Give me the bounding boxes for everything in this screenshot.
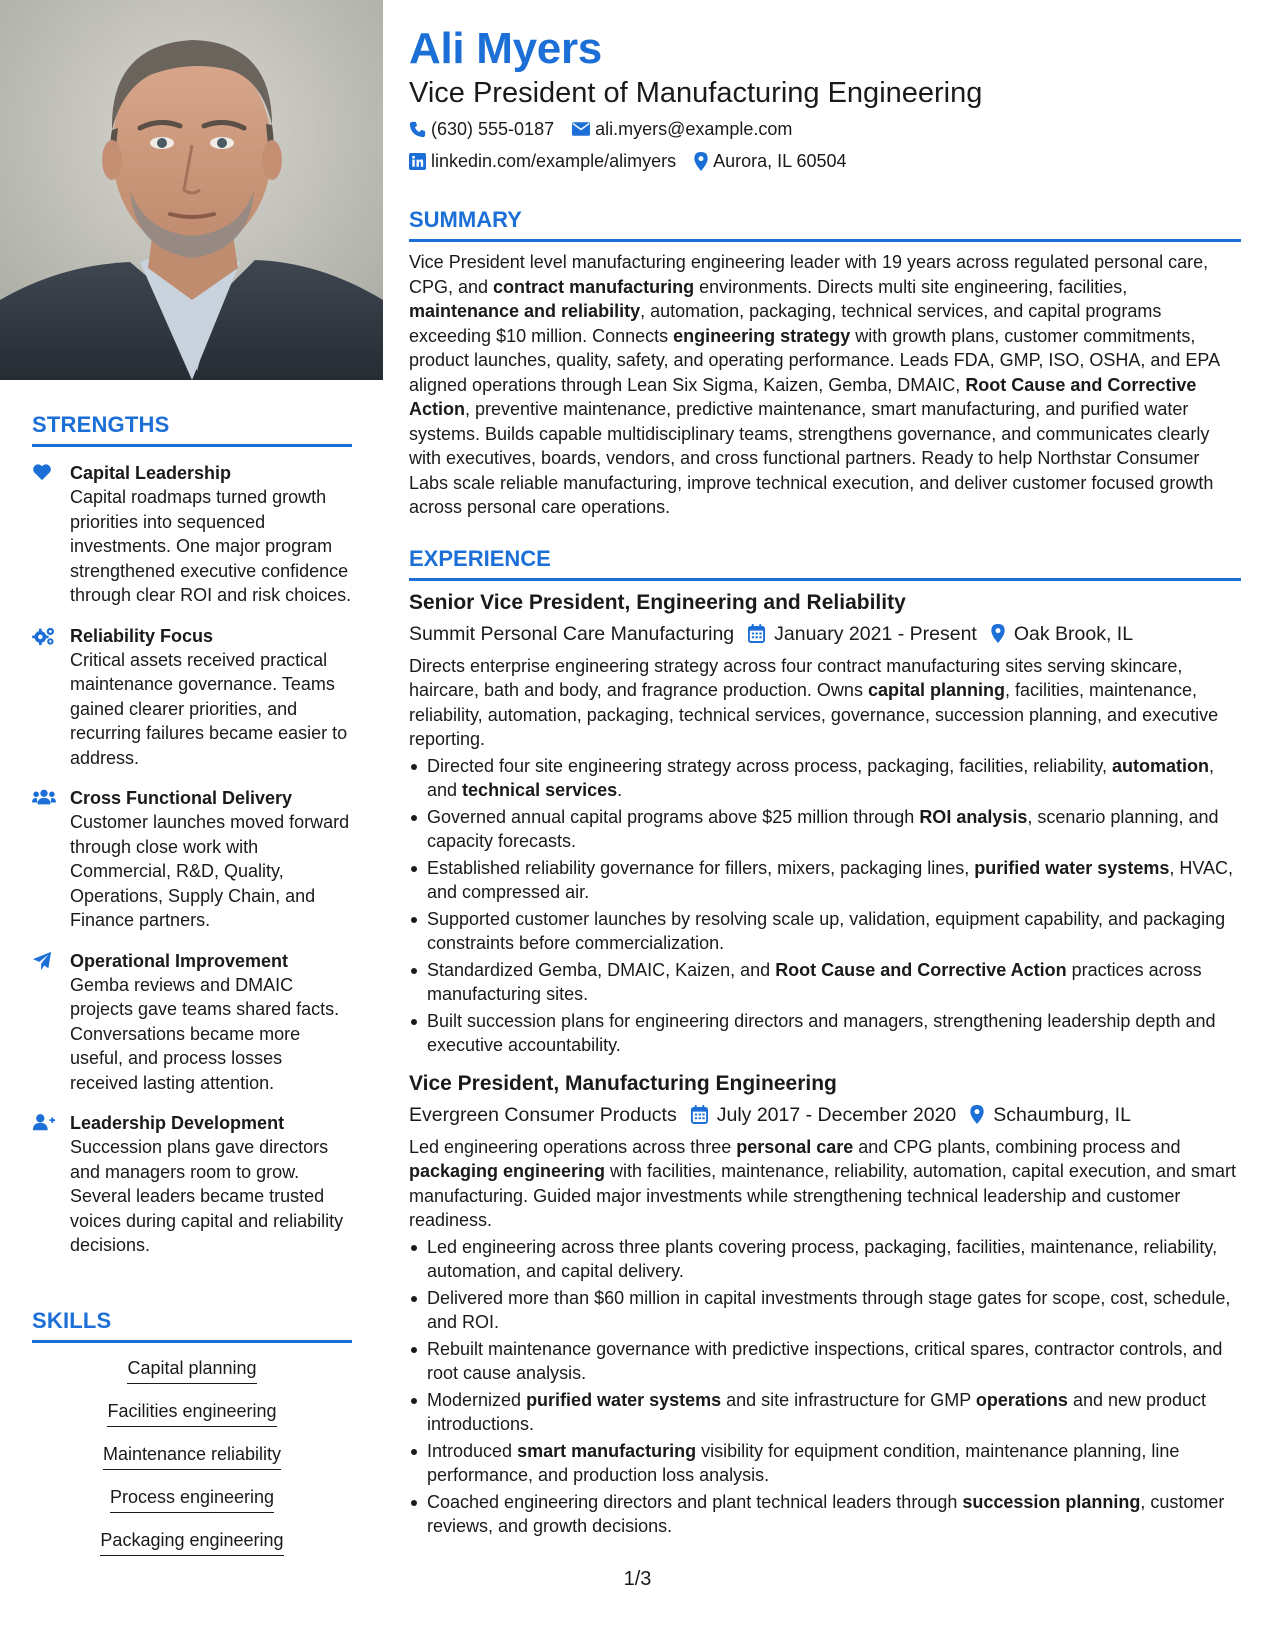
list-item: Governed annual capital programs above $25 million through ROI analysis, scenario planning, and capacity forecasts. (409, 805, 1241, 854)
strength-description: Succession plans gave directors and managers room to grow. Several leaders became trusted voices during capital and reliability decisions. (70, 1137, 344, 1255)
strength-title: Capital Leadership (70, 463, 232, 483)
list-item: Supported customer launches by resolving scale up, validation, equipment capability, and packaging constraints before commercialization. (409, 907, 1241, 956)
emphasis-text: purified water systems (526, 1389, 722, 1410)
strength-description: Customer launches moved forward through close work with Commercial, R&D, Quality, Operations, Supply Chain, and Finance partners. (70, 812, 350, 930)
email-contact[interactable] (572, 117, 792, 141)
role-title: Senior Vice President, Engineering and Reliability (409, 590, 906, 614)
left-column (0, 0, 383, 1650)
experience-heading: EXPERIENCE (409, 545, 551, 571)
phone-number: (630) 555-0187 (431, 119, 555, 139)
emphasis-text: purified water systems (974, 857, 1170, 878)
emphasis-text: engineering strategy (673, 325, 851, 346)
phone-contact[interactable] (409, 117, 554, 141)
skills-list (32, 1355, 352, 1570)
experience-entry (409, 589, 1241, 1058)
emphasis-text: succession planning (962, 1491, 1141, 1512)
list-item: Built succession plans for engineering directors and managers, strengthening leadership depth and executive accountability. (409, 1009, 1241, 1058)
strength-item (32, 1111, 352, 1258)
section-divider (32, 1340, 352, 1343)
linkedin-url: linkedin.com/example/alimyers (431, 151, 677, 171)
role-dates: January 2021 - Present (774, 622, 977, 645)
skill-item: Maintenance reliability (103, 1441, 281, 1470)
map-pin-icon (694, 152, 708, 171)
paper-plane-icon (32, 949, 70, 1096)
list-item: Rebuilt maintenance governance with predictive inspections, critical spares, contractor controls, and root cause analysis. (409, 1337, 1241, 1386)
list-item: Directed four site engineering strategy across process, packaging, facilities, reliability, automation, and technical services. (409, 754, 1241, 803)
list-item: Coached engineering directors and plant technical leaders through succession planning, customer reviews, and growth decisions. (409, 1490, 1241, 1539)
emphasis-text: contract manufacturing (493, 276, 695, 297)
role-title: Vice President, Manufacturing Engineering (409, 1071, 837, 1095)
role-meta (409, 620, 1241, 648)
user-plus-icon (32, 1111, 70, 1258)
emphasis-text: Root Cause and Corrective Action (409, 374, 1197, 419)
contact-row (409, 149, 1241, 173)
emphasis-text: automation (1111, 755, 1209, 776)
candidate-title: Vice President of Manufacturing Engineering (409, 77, 983, 109)
strengths-heading: STRENGTHS (32, 412, 170, 437)
gears-icon (32, 624, 70, 771)
list-item: Modernized purified water systems and site infrastructure for GMP operations and new product introductions. (409, 1388, 1241, 1437)
emphasis-text: capital planning (867, 680, 1005, 700)
skill-item: Facilities engineering (107, 1398, 276, 1427)
experience-section (409, 546, 1241, 1539)
role-bullets (409, 754, 1241, 1058)
role-meta (409, 1101, 1241, 1129)
strength-item (32, 786, 352, 933)
profile-photo (0, 0, 383, 380)
strength-item (32, 949, 352, 1096)
experience-entry (409, 1070, 1241, 1539)
role-location: Oak Brook, IL (1013, 622, 1134, 645)
location-contact (694, 149, 846, 173)
emphasis-text: maintenance and reliability (409, 301, 641, 321)
strength-description: Gemba reviews and DMAIC projects gave teams shared facts. Conversations became more useful, and process losses received lasting attention. (70, 974, 340, 1093)
skills-section (32, 1308, 352, 1570)
contact-row (409, 117, 1241, 141)
role-location: Schaumburg, IL (993, 1103, 1131, 1126)
page-number: 1/3 (623, 1568, 652, 1590)
location-text: Aurora, IL 60504 (713, 151, 847, 171)
skills-heading: SKILLS (32, 1308, 112, 1333)
users-icon (32, 786, 70, 933)
strengths-section (32, 412, 352, 1274)
strengths-list (32, 461, 352, 1258)
calendar-icon (691, 1105, 708, 1124)
emphasis-text: smart manufacturing (517, 1440, 697, 1461)
skill-item: Process engineering (110, 1484, 274, 1513)
strength-description: Critical assets received practical maintenance governance. Teams gained clearer priorities, and recurring failures became easier to address. (70, 649, 348, 768)
calendar-icon (748, 624, 765, 643)
list-item: Introduced smart manufacturing visibility for equipment condition, maintenance planning, line performance, and production loss analysis. (409, 1439, 1241, 1488)
list-item: Standardized Gemba, DMAIC, Kaizen, and Root Cause and Corrective Action practices across manufacturing sites. (409, 958, 1241, 1007)
section-divider (409, 239, 1241, 242)
emphasis-text: ROI analysis (919, 806, 1028, 827)
candidate-name: Ali Myers (409, 24, 602, 73)
company-name: Summit Personal Care Manufacturing (409, 622, 735, 645)
emphasis-text: personal care (736, 1136, 854, 1157)
emphasis-text: packaging engineering (409, 1161, 606, 1181)
email-address: ali.myers@example.com (595, 119, 793, 139)
phone-icon (409, 121, 426, 138)
strength-title: Leadership Development (70, 1113, 285, 1133)
right-column (409, 0, 1241, 1541)
list-item: Delivered more than $60 million in capital investments through stage gates for scope, cost, schedule, and ROI. (409, 1286, 1241, 1335)
role-description: Led engineering operations across three personal care and CPG plants, combining process and packaging engineering with facilities, maintenance, reliability, automation, capital execution, and smart manufacturing. Guided major investments while strengthening technical leadership and customer readiness. (409, 1136, 1237, 1230)
list-item: Led engineering across three plants covering process, packaging, facilities, maintenance, reliability, automation, and capital delivery. (409, 1235, 1241, 1284)
envelope-icon (572, 122, 590, 136)
summary-heading: SUMMARY (409, 207, 522, 232)
role-description: Directs enterprise engineering strategy across four contract manufacturing sites serving skincare, haircare, bath and body, and fragrance production. Owns capital planning, facilities, maintenance, reliability, automation, packaging, technical services, governance, succession planning, and executive reporting. (409, 655, 1219, 749)
role-bullets (409, 1235, 1241, 1539)
strength-description: Capital roadmaps turned growth priorities into sequenced investments. One major program strengthened executive confidence through clear ROI and risk choices. (70, 487, 352, 605)
heart-icon (32, 461, 70, 608)
strength-item (32, 624, 352, 771)
summary-section (409, 207, 1241, 520)
map-pin-icon (991, 624, 1005, 643)
skill-item: Capital planning (127, 1355, 256, 1384)
linkedin-icon (409, 153, 426, 170)
strength-title: Operational Improvement (70, 950, 289, 971)
summary-text: Vice President level manufacturing engineering leader with 19 years across regulated personal care, CPG, and contract manufacturing environments. Directs multi site engineering, facilities, maintenance and reliability, automation, packaging, technical services, and capital programs exceeding $10 million. Connects engineering strategy with growth plans, customer commitments, product launches, quality, safety, and operating performance. Leads FDA, GMP, ISO, OSHA, and EPA aligned operations through Lean Six Sigma, Kaizen, Gemba, DMAIC, Root Cause and Corrective Action, preventive maintenance, predictive maintenance, smart manufacturing, and purified water systems. Builds capable multidisciplinary teams, strengthens governance, and communicates clearly with executives, boards, vendors, and cross functional partners. Ready to help Northstar Consumer Labs scale reliable manufacturing, improve technical execution, and deliver customer focused growth across personal care operations. (409, 252, 1220, 517)
emphasis-text: operations (975, 1389, 1068, 1410)
emphasis-text: technical services (462, 780, 618, 800)
map-pin-icon (970, 1105, 984, 1124)
list-item: Established reliability governance for fillers, mixers, packaging lines, purified water systems, HVAC, and compressed air. (409, 856, 1241, 905)
emphasis-text: Root Cause and Corrective Action (775, 959, 1067, 980)
skill-item: Packaging engineering (100, 1527, 283, 1556)
company-name: Evergreen Consumer Products (409, 1103, 677, 1126)
strength-title: Reliability Focus (70, 625, 214, 646)
section-divider (409, 578, 1241, 581)
linkedin-contact[interactable] (409, 149, 676, 173)
section-divider (32, 444, 352, 447)
role-dates: July 2017 - December 2020 (716, 1103, 957, 1126)
strength-title: Cross Functional Delivery (70, 788, 293, 808)
strength-item (32, 461, 352, 608)
